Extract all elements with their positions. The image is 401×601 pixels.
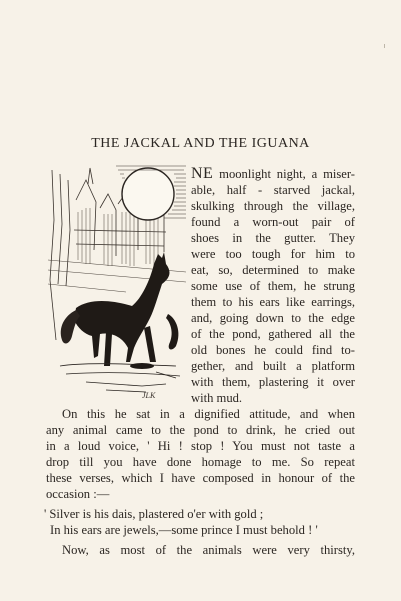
body-line-3: in a loud voice, ' Hi ! stop ! You must not taste a (46, 439, 355, 453)
text-line-beside-11: of the pond, gathered all the (191, 327, 355, 341)
text-line-beside-13: gether, and built a platform (191, 359, 355, 373)
text-line-beside-5: shoes in the gutter. They (191, 231, 355, 245)
verse-line-1: ' Silver is his dais, plastered o'er with gold ; (44, 507, 264, 521)
text-line-beside-1: NE moonlight night, a miser- (191, 165, 355, 182)
text-line-beside-15: with mud. (191, 391, 243, 405)
text-line-beside-8: some use of them, he strung (191, 279, 355, 293)
text-line-beside-7: eat, so, determined to make (191, 263, 355, 277)
chapter-title: THE JACKAL AND THE IGUANA (91, 136, 310, 151)
text-line-beside-2: able, half - starved jackal, (191, 183, 355, 197)
text-line-beside-14: with them, plastering it over (191, 375, 355, 389)
verse-line-2: In his ears are jewels,—some prince I must behold ! ' (50, 523, 318, 537)
page-edge-mark (384, 44, 385, 48)
text-line-beside-12: old bones he could find to- (191, 343, 355, 357)
illustration-signature: JLK (142, 391, 156, 400)
text-line-beside-10: and, going down to the edge (191, 311, 355, 325)
jackal-illustration (46, 160, 192, 404)
drop-cap: NE (191, 165, 214, 182)
body-line-1: On this he sat in a dignified attitude, and when (62, 407, 355, 421)
text-line-beside-6: were too tough for him to (191, 247, 355, 261)
text-line-beside-3: skulking through the village, (191, 199, 355, 213)
body-line-2: any animal came to the pond to drink, he cried out (46, 423, 355, 437)
body-line-4: drop till you have done homage to me. So repeat (46, 455, 355, 469)
body-line-5: these verses, which I have composed in honour of the (46, 471, 355, 485)
text-line-beside-9: them to his ears like earrings, (191, 295, 355, 309)
text-line-beside-4: found a worn-out pair of (191, 215, 355, 229)
body-line-6: occasion :— (46, 487, 110, 501)
final-line: Now, as most of the animals were very thirsty, (62, 543, 355, 557)
